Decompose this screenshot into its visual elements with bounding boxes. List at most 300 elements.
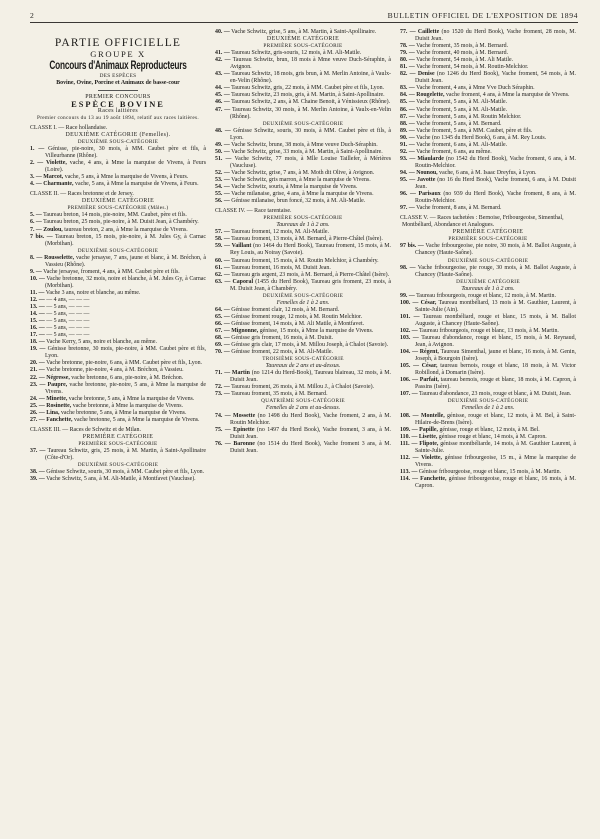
entry-number: 81. — [400,64,415,71]
entry-text: — 5 ans, — — — [46,325,90,332]
entry-text: Vache Schwitz, grise, 5 ans, à M. Martin, à Saint-Apollinaire. [231,29,377,35]
entry-text: Taureau froment, 15 mois, à M. Routin Melchior, à Chambéry. [231,257,379,264]
category-heading: PREMIÈRE CATÉGORIE [82,433,154,440]
entry-number: 104. — Régent, [400,349,439,356]
catalog-entry [400,363,576,377]
entry-number: 3. — Marcot, [30,174,64,181]
catalog-entry [30,234,206,248]
entry-text: génisse rouge et blanc, 14 mois, à M. Capron. [438,433,547,440]
entry-number: 106. — Parfait, [400,377,439,384]
entry-text: Vache Schwitz, brune, 38 mois, à Mme veuve Duch-Séraphin. [231,141,378,148]
entry-number: 46. — [215,99,230,106]
subcategory-heading: QUATRIÈME SOUS-CATÉGORIE [261,398,345,405]
entry-number: 101. — [400,313,420,320]
catalog-entry [30,448,206,462]
page-header [30,11,578,23]
entry-text: Vache Schwitz, 5 ans, à M. Ali-Matile, à Montfavet (Vaucluse). [46,476,196,483]
catalog-entry [400,191,576,205]
entry-number: 58. — [215,236,230,243]
catalog-entry [400,377,576,391]
entry-text: vache froment, 4 ans, à Mme la marquise de Vivens. [445,92,570,99]
entry-text: Génisse froment, 22 mois, à M. Ali-Matile. [231,349,333,356]
entry-text: Taureau breton, 25 mois, pie-noire, à M. Duisit Jean, à Chambéry. [43,219,199,226]
entry-text: taureau bernois, rouge et blanc, 18 mois, à M. Victor Robillond, à Domarin (Isère). [415,363,576,377]
catalog-entry [400,156,576,170]
category-heading: PREMIER CONCOURS [85,93,151,100]
entry-text: Taureau breton, 14 mois, pie-noire, MM. Caubet, père et fils. [43,212,187,219]
entry-text: Vache froment, 6 ans, au même. [416,148,492,155]
entry-text: Vache Kerry, 5 ans, noire et blanche, au même. [46,339,157,346]
entry-number: 68. — [215,335,230,342]
catalog-entry [215,107,391,121]
entry-text: Taureau fribourgeois, rouge et blanc, 12 mois, à M. Martin. [416,292,556,299]
catalog-entry [400,170,576,177]
catalog-entry [30,174,206,181]
catalog-entry [215,85,391,92]
catalog-entry [30,367,206,374]
subcategory-heading: DEUXIÈME CATÉGORIE [456,278,520,285]
entry-number: 85. — [400,99,415,106]
catalog-entry [400,149,576,156]
age-heading: Femelles de 2 ans et au-dessus. [265,405,341,412]
entry-number: 13. — [30,304,45,311]
catalog-entry [215,170,391,177]
class-heading: CLASSE IV. — Race tarentaise. [215,208,292,215]
catalog-entry [30,410,206,417]
column-2 [215,29,391,490]
entry-text: (no 1542 du Herd Book), Vache froment, 6 ans, à M. Routin-Melchior. [415,155,576,169]
entry-number: 70. — [215,349,230,356]
catalog-entry [215,265,391,272]
entry-number: 37. — [30,447,46,454]
entry-number: 61. — [215,264,230,271]
catalog-entry [400,142,576,149]
entry-number: 109. — Papille, [400,426,438,433]
catalog-entry [30,403,206,410]
entry-text: (no 16 du Herd Book), Vache froment, 6 ans, à M. Duisit Jean. [415,176,576,191]
entry-text: Génisse froment clair, 12 mois, à M. Bernard. [231,306,340,313]
entry-number: 105. — César, [400,363,438,370]
entry-number: 39. — [30,476,45,483]
entry-text: Génisse fribourgeoise, rouge et blanc, 15 mois, à M. Martin. [418,468,562,475]
age-heading: Taureaux de 1 à 2 ans. [276,222,330,229]
entry-number: 111. — Flipote, [400,440,439,447]
entry-number: 26. — Lina, [30,409,60,416]
entry-number: 77. — Caillette [400,29,440,35]
page-number: 2 [30,11,35,20]
entry-number: 97 bis. — [400,243,424,250]
catalog-entry [215,427,391,441]
catalog-entry [400,413,576,427]
catalog-entry [30,219,206,226]
entry-number: 76. — Baronne [215,440,255,447]
entry-text: Taureau froment, 13 mois, à M. Bernard, à Pierre-Châtel (Isère). [231,236,383,243]
catalog-entry [30,304,206,311]
entry-number: 55. — [215,191,230,198]
entry-text: Génisse Schwitz, souris, 30 mois, à MM. Caubet père et fils, Lyon. [46,469,205,476]
entry-text: Taureau montbéliard, 13 mois à M. Gauthier, Laurent, à Sainte-Julie (Ain). [415,299,576,313]
entry-number: 98. — [400,264,416,271]
catalog-entry [215,441,391,455]
entry-text: Vache froment, 54 mois, à M. Routin-Melchior. [416,64,529,71]
entry-text: Vache bretonne, pie-noire, 6 ans, à MM. Caubet père et fils, Lyon. [46,360,202,367]
entry-number: 73. — [215,391,230,398]
entry-text: Taureau Schwitz, 30 mois, à M. Merlin Antoine, à Vaulx-en-Velin (Rhône). [230,106,391,120]
entry-number: 110. — Lisette, [400,433,438,440]
entry-text: (no 1514 du Herd Book), Vache froment 3 ans, à M. Duisit Jean. [230,440,391,454]
entry-text: Vache froment, 40 mois, à M. Bernard. [416,50,509,57]
entry-number: 59. — Vaillant [215,243,252,250]
entry-number: 83. — [400,85,415,92]
entry-text: Vache fribourgeoise, pie rouge, 30 mois, à M. Ballot Auguste, à Chancey (Haute-Saône). [415,264,576,278]
entry-number: 102. — [400,327,418,334]
subcategory-heading: PREMIÈRE SOUS-CATÉGORIE (Mâles.) [67,205,169,212]
catalog-entry [30,382,206,396]
catalog-entry [215,149,391,156]
subcategory-heading: DEUXIÈME SOUS-CATÉGORIE [77,247,159,254]
entry-number: 12. — [30,297,45,303]
subcategory-heading: DEUXIÈME SOUS-CATÉGORIE [77,462,159,469]
catalog-entry [400,427,576,434]
entry-number: 94. — Nounou, [400,169,438,176]
category-heading: DEUXIÈME CATÉGORIE [266,36,340,43]
entry-number: 24. — Minette, [30,395,68,402]
entry-text: vache, 6 ans, à M. Isaac Dreyfus, à Lyon. [439,169,537,176]
entry-text: Taureau Schwitz, gris-souris, 12 mois, à M. Ali-Matile. [231,50,362,57]
entry-text: Taureau froment, 12 mois, M. Ali-Matile. [231,229,330,236]
entry-text: Génisse gris clair, 17 mois, à M. Millou Joseph, à Chalot (Savoie). [231,342,389,349]
catalog-entry [400,349,576,363]
entry-number: 91. — [400,141,415,148]
catalog-entry [215,258,391,265]
entry-number: 7. — Zoulou, [30,226,63,233]
entry-number: 44. — [215,85,230,92]
entry-text: vache, 4 ans, à Mme la marquise de Vivens, à Feurs (Loire). [45,160,206,174]
catalog-entry [215,99,391,106]
entry-text: — 5 ans, — — — [46,304,90,311]
catalog-entry [30,476,206,483]
entry-number: 19. — [30,346,46,353]
subcategory-heading: DEUXIÈME SOUS-CATÉGORIE [447,398,529,405]
catalog-entry [215,57,391,71]
entry-text: Vache froment, 5 ans, à M. Bernard. [416,120,502,127]
entry-number: 78. — [400,43,415,50]
entry-number: 88. — [400,120,415,127]
catalog-entry [400,335,576,349]
entry-number: 50. — [215,148,230,155]
catalog-entry [400,469,576,476]
catalog-entry [30,227,206,234]
entry-text: taureau bernois, rouge et blanc, 18 mois, à M. Capron, à Passins (Isère). [415,377,577,391]
catalog-entry [400,114,576,121]
entry-number: 25. — Rosinette, [30,402,72,409]
entry-number: 56. — [215,198,230,205]
entry-text: — 5 ans, — — — [46,332,90,339]
entry-text: (no 1464 du Herd Book), Taureau froment, 15 mois, à M. Rey Louis, au Noiray (Savoie). [230,243,392,257]
entry-number: 14. — [30,311,45,318]
entry-text: (no 1520 du Herd Book), Vache froment, 28 mois, M. Duisit Jean. [415,29,576,43]
category-heading: Races laitières [97,107,139,114]
catalog-entry [400,29,576,43]
entry-number: 52. — [215,169,230,176]
entry-number: 18. — [30,339,45,346]
age-heading: Taureaux de 2 ans et au-dessus. [265,363,341,370]
entry-text: Génisse milanaise, brun foncé, 32 mois, à M. Ali-Matile. [231,198,366,205]
catalog-entry [400,177,576,191]
entry-number: 86. — [400,106,415,113]
catalog-entry [215,198,391,205]
catalog-entry [30,160,206,174]
group-title: GROUPE X [90,49,146,60]
entry-text: (no 939 du Herd Book), Vache froment, 8 ans, à M. Routin-Melchior. [415,191,577,205]
catalog-entry [30,325,206,332]
entry-number: 7 bis. — [30,233,53,240]
entry-text: Vache bretonne, pie-noire, 4 ans, à M. Bréchon, à Vassieu. [46,367,184,374]
column-1 [30,29,206,490]
entry-text: Génisse gris froment, 16 mois, à M. Duisit. [231,335,334,342]
entry-number: 8. — Rousselette, [30,254,75,261]
catalog-entry [30,346,206,360]
entry-number: 90. — [400,134,415,141]
entry-number: 1. — [30,146,45,153]
entry-text: Vache Schwitz, souris, à Mme la marquise de Vivens. [231,184,358,191]
catalog-entry [400,265,576,279]
columns [30,29,578,490]
entry-text: Taureau breton, 15 mois, pie-noire, à M. Jules Gy, à Carnac (Morbihan). [45,233,207,247]
entry-text: vache bretonne, 5 ans, à Mme la marquise de Vivens. [60,409,187,416]
entry-text: Vache froment, 54 mois, à M. Ali Matile. [416,57,514,64]
entry-number: 74. — Mossette [215,412,256,419]
entry-number: 82. — Denise [400,71,435,78]
entry-text: génisse fribourgeoise, rouge et blanc, 16 mois, à M. Capron. [415,475,577,489]
subcategory-heading: DEUXIÈME SOUS-CATÉGORIE [262,120,344,127]
entry-text: génisse montbéliarde, 14 mois, à M. Gauthier Laurent, à Sainte-Julie. [415,440,576,454]
entry-text: Vache froment, 8 ans, à M. Bernard. [416,205,502,212]
entry-number: 103. — [400,335,419,342]
entry-text: Taureau froment, 35 mois, à M. Bernard. [231,391,328,398]
catalog-entry [215,177,391,184]
entry-text: Taureau Simenthal, jaune et blanc, 16 mois, à M. Genin, Joseph, à Bourgoin (Isère). [415,349,576,363]
entry-text: Vache froment, 4 ans, à Mme Vve Duch Séraphin. [416,85,535,92]
entry-number: 27. — Fanchette, [30,416,73,423]
catalog-entry [30,290,206,297]
subcategory-heading: DEUXIÈME SOUS-CATÉGORIE [77,138,159,145]
entry-text: Taureau Schwitz, 23 mois, gris, à M. Martin, à Saint-Apollinaire. [231,92,385,99]
entry-number: 71. — Martin [215,370,250,377]
entry-number: 43. — [215,71,230,78]
entry-number: 15. — [30,318,45,325]
subcategory-heading: DES ESPÈCES [99,72,137,79]
entry-text: Vache froment, 6 ans, à M. Ali-Matile. [416,141,508,148]
entry-text: Vache milanaise, grise, 4 ans, à Mme la marquise de Vivens. [231,191,374,198]
class-heading: CLASSE I. — Race hollandaise. [30,124,108,131]
catalog-entry [30,297,206,304]
catalog-entry [400,293,576,300]
entry-text: Vache (no 1345 du Herd Book), 6 ans, à M. Rey Louis. [416,134,547,141]
entry-text: vache jersayse, 7 ans, jaune et blanc, à M. Bréchon, à Vassieu (Rhône). [45,254,206,268]
entry-text: Vache fribourgeoise, pie noire, 30 mois, à M. Ballot Auguste, à Chancey (Haute-Saône). [415,243,576,257]
subcategory-heading: Premier concours du 13 au 19 août 1894, relatif aux races laitières. [36,114,200,121]
subcategory-heading: PREMIÈRE SOUS-CATÉGORIE [263,43,343,50]
entry-number: 9. — [30,268,42,275]
entry-number: 95. — Javotte [400,176,436,183]
entry-number: 113. — [400,468,418,475]
entry-text: Génisse bretonne, 30 mois, pie-noire, à MM. Caubet père et fils, Lyon. [45,346,206,360]
entry-number: 114. — Fanchette, [400,475,447,482]
entry-text: génisse, rouge et blanc, 12 mois, à M. Bel. [439,426,540,433]
entry-number: 84. — Rougelette, [400,92,445,99]
entry-text: — 5 ans, — — — [46,318,90,325]
entry-text: Vache froment, 35 mois, à M. Bernard. [416,43,509,50]
entry-text: (no 1246 du Herd Book), Vache froment, 54 mois, à M. Duisit Jean. [415,71,576,85]
entry-number: 108. — Montelle, [400,412,445,419]
entry-text: génisse fribourgeoise, 15 m., à Mme la marquise de Vivens. [415,454,576,468]
subcategory-heading: DEUXIÈME SOUS-CATÉGORIE [447,257,529,264]
entry-number: 40. — [215,29,230,35]
catalog-entry [215,413,391,427]
catalog-entry [30,375,206,382]
entry-text: vache bretonne, 5 ans, à Mme la marquise de Vivens. [68,395,195,402]
catalog-entry [400,99,576,106]
entry-text: Vache froment, 5 ans, à M. Routin Melchior. [416,113,522,120]
subcategory-heading: PREMIÈRE SOUS-CATÉGORIE [263,215,343,222]
entry-text: (no 1497 du Herd Book), Vache froment, 3 ans, à M. Duisit Jean. [230,426,391,440]
entry-number: 100. — César, [400,299,437,306]
entry-number: 5. — [30,212,42,219]
entry-number: 107. — [400,391,418,398]
entry-number: 92. — [400,148,415,155]
entry-text: Taureau d'abondance, 23 mois, rouge et blanc, à M. Duisit, Jean. [419,391,572,398]
entry-number: 79. — [400,50,415,57]
class-heading: CLASSE V. — Races tachetées : Bernoise, Fribourgeoise, Simenthal, Montbéliard, Abondance et Analogues. [400,215,564,229]
entry-text: Taureau Schwitz, gris, 25 mois, à M. Martin, à Saint-Apollinaire (Côte-d'Or). [45,447,206,462]
catalog-entry [215,328,391,335]
catalog-entry [215,307,391,314]
entry-text: vache bretonne, pie-noire, 5 ans, à Mme la marquise de Vivens. [45,381,207,395]
entry-text: vache, 5 ans, à Mme la marquise de Vivens, à Feurs. [75,181,199,188]
entry-text: Génisse froment rouge, 12 mois, à M. Routin Melchior. [231,313,363,320]
catalog-entry [215,279,391,293]
entry-text: Taureau montbéliard, rouge et blanc, 15 mois, à M. Ballot Auguste, à Chancey (Haute-Saône). [415,313,576,327]
subcategory-heading: TROISIÈME SOUS-CATÉGORIE [262,356,344,363]
entry-text: vache bretonne, 5 ans, à Mme la marquise de Vivens. [74,416,200,423]
entry-number: 67. — Mignonne, [215,327,259,334]
catalog-entry [215,184,391,191]
entry-number: 38. — [30,469,45,476]
catalog-entry [400,107,576,114]
entry-number: 41. — [215,50,230,57]
divider-rule [98,90,138,91]
entry-number: 65. — [215,313,230,320]
catalog-entry [215,321,391,328]
catalog-entry [400,441,576,455]
entry-text: Vache Schwitz, grise, 33 mois, à M. Martin, à Saint-Apollinaire. [231,148,383,155]
entry-text: Vache jersayse, froment, 4 ans, à MM. Caubet père et fils. [43,268,180,275]
catalog-entry [400,243,576,257]
entry-number: 49. — [215,141,230,148]
catalog-entry [30,181,206,188]
catalog-entry [30,146,206,160]
entry-number: 112. — Violette, [400,454,442,461]
entry-number: 96. — Parisaux [400,191,441,198]
entry-number: 75. — Epinette [215,426,255,433]
catalog-entry [400,300,576,314]
category-heading: PREMIÈRE CATÉGORIE [452,229,524,236]
entry-number: 89. — [400,127,415,134]
entry-text: Taureau froment, 26 mois, à M. Millou J., à Chalot (Savoie). [231,384,375,391]
entry-number: 53. — [215,176,230,183]
entry-number: 57. — [215,229,230,236]
entry-number: 23. — Paupre, [30,381,68,388]
catalog-entry [30,276,206,290]
entry-number: 11. — [30,289,45,296]
entry-text: — 4 ans, — — — [46,297,90,303]
entry-text: Vache froment, 5 ans, à MM. Caubet, père et fils. [416,127,533,134]
bulletin-title: BULLETIN OFFICIEL DE L'EXPOSITION DE 1894 [387,11,578,20]
entry-text: Vache froment, 5 ans, à M. Ali-Matile. [416,106,508,113]
entry-number: 21. — [30,367,45,374]
entry-number: 6. — [30,219,42,226]
catalog-entry [400,128,576,135]
entry-text: Taureau gris argent, 23 mois, à M. Bernard, à Pierre-Châtel (Isère). [231,271,390,278]
catalog-entry [400,121,576,128]
catalog-entry [215,314,391,321]
entry-text: vache, 5 ans, à Mme la marquise de Vivens, à Feurs. [64,174,189,181]
class-heading: CLASSE II. — Races bretonne et de Jersey. [30,191,134,198]
entry-number: 54. — [215,184,230,191]
catalog-entry [400,205,576,212]
entry-number: 66. — [215,320,230,327]
catalog-entry [215,142,391,149]
entry-text: génisse, 15 mois, à Mme la marquise de Vivens. [259,327,374,334]
catalog-entry [400,455,576,469]
species-heading: ESPÈCE BOVINE [71,99,165,109]
entry-text: Vache froment, 5 ans, à M. Ali-Matile. [416,99,508,106]
entry-number: 64. — [215,306,230,313]
entry-number: 60. — [215,257,230,264]
catalog-entry [400,71,576,85]
catalog-entry [30,360,206,367]
entry-number: 69. — [215,342,230,349]
category-heading: DEUXIÈME CATÉGORIE [81,198,155,205]
entry-number: 93. — Miaularde [400,155,444,162]
section-title: PARTIE OFFICIELLE [54,37,182,49]
catalog-entry [30,311,206,318]
catalog-entry [215,243,391,257]
entry-number: 80. — [400,57,415,64]
entry-number: 97. — [400,205,415,212]
catalog-entry [215,71,391,85]
catalog-entry [215,335,391,342]
entry-text: Génisse, pie-noire, 30 mois, à MM. Caubet père et fils, à Villeurbanne (Rhône). [45,146,207,160]
entry-text: taureau breton, 2 ans, à Mme la marquise de Vivens. [64,226,188,233]
catalog-entry [400,434,576,441]
catalog-entry [215,156,391,170]
entry-text: Vache bretonne, 32 mois, noire et blanche, à M. Jules Gy, à Carnac (Morbihan). [45,275,206,289]
entry-text: Taureau Schwitz, brun, 18 mois à Mme veuve Duch-Séraphin, à Avignon. [230,57,391,71]
entry-number: 99. — [400,292,415,299]
entry-text: Vache Schwitz, gris marron, à Mme la marquise de Vivens. [231,176,371,183]
entry-text: Vache Schwitz, 77 mois, à Mlle Louise Taillefer, à Mérières (Vaucluse). [230,155,391,169]
entry-text: Taureau fribourgeois, rouge et blanc, 13 mois, à M. Martin. [419,327,559,334]
entry-text: (no 1498 du Herd Book), Vache froment, 2 ans, à M. Routin Melchior. [230,412,391,426]
entry-number: 17. — [30,332,45,339]
category-heading: DEUXIÈME CATÉGORIE (Femelles). [65,131,171,138]
entry-text: Génisse Schwitz, souris, 30 mois, à MM. Caubet père et fils, à Lyon. [230,127,391,141]
age-heading: Femelles de 1 à 2 ans. [276,299,330,306]
catalog-entry [30,269,206,276]
entry-text: Taureau Schwitz, 2 ans, à M. Chaine Benoit, à Vénissieux (Rhône). [231,99,391,106]
